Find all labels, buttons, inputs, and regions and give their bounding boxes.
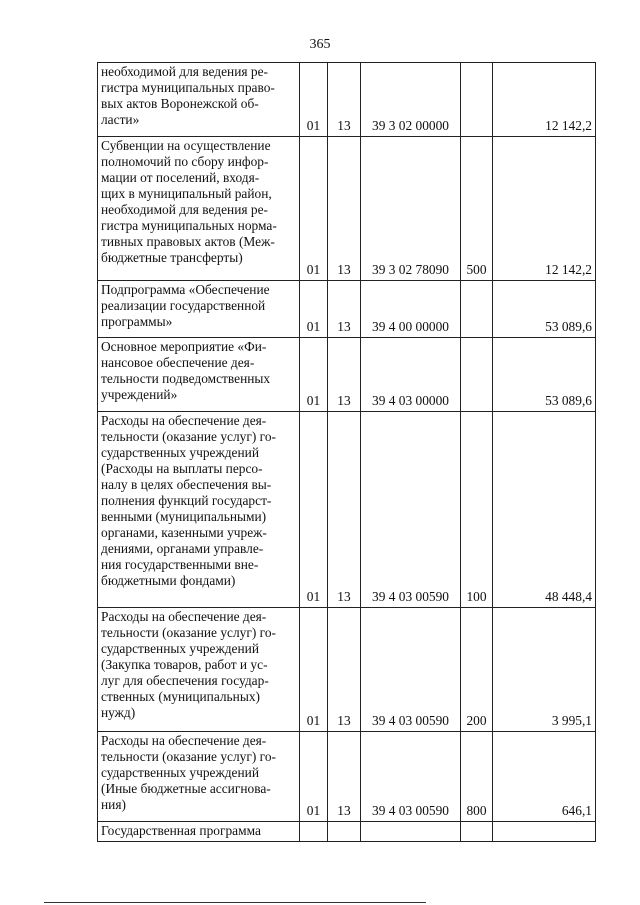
amount: 48 448,4: [493, 412, 596, 608]
table-row: [98, 732, 596, 822]
table-row: [98, 412, 596, 608]
budget-table: [97, 62, 596, 842]
row-name-cell: [98, 608, 300, 732]
expense-type-code: [461, 822, 493, 842]
table-row: [98, 63, 596, 137]
row-name: Расходы на обеспечение дея- тельности (оказание услуг) го- сударственных учреждений (Иные бюджетные ассигнова- ния): [101, 733, 276, 812]
subsection-code: 13: [328, 732, 361, 822]
row-name: Расходы на обеспечение дея- тельности (оказание услуг) го- сударственных учреждений (Закупка товаров, работ и ус- луг для обеспечения государ- ственных (муниципальных) нужд): [101, 609, 276, 720]
section-code: 01: [300, 608, 328, 732]
section-code: 01: [300, 281, 328, 338]
row-name: Основное мероприятие «Фи- нансовое обеспечение дея- тельности подведомственных учреждений»: [101, 339, 271, 402]
row-name: необходимой для ведения ре- гистра муниципальных право- вых актов Воронежской об- ласти»: [101, 64, 275, 127]
footer-divider: [44, 902, 426, 903]
section-code: 01: [300, 732, 328, 822]
target-article-code: 39 4 03 00590: [361, 732, 461, 822]
table-row: [98, 281, 596, 338]
expense-type-code: [461, 63, 493, 137]
table-row: [98, 137, 596, 281]
target-article-code: 39 4 03 00590: [361, 608, 461, 732]
table-row: [98, 822, 596, 842]
row-name: Государственная программа: [101, 823, 261, 838]
expense-type-code: 500: [461, 137, 493, 281]
target-article-code: 39 4 03 00590: [361, 412, 461, 608]
amount: 53 089,6: [493, 338, 596, 412]
amount: [493, 822, 596, 842]
row-name-cell: [98, 732, 300, 822]
subsection-code: 13: [328, 608, 361, 732]
row-name-cell: [98, 412, 300, 608]
amount: 12 142,2: [493, 63, 596, 137]
row-name: Субвенции на осуществление полномочий по сбору инфор- мации от поселений, входя- щих в муниципальный район, необходимой для ведения ре- гистра муниципальных норма- тивных правовых актов (Меж- бюджетные трансферты): [101, 138, 277, 265]
row-name: Подпрограмма «Обеспечение реализации государственной программы»: [101, 282, 270, 329]
target-article-code: 39 4 03 00000: [361, 338, 461, 412]
subsection-code: 13: [328, 412, 361, 608]
row-name-cell: [98, 137, 300, 281]
target-article-code: 39 3 02 78090: [361, 137, 461, 281]
section-code: 01: [300, 137, 328, 281]
expense-type-code: 100: [461, 412, 493, 608]
expense-type-code: [461, 281, 493, 338]
target-article-code: 39 4 00 00000: [361, 281, 461, 338]
section-code: 01: [300, 338, 328, 412]
subsection-code: 13: [328, 281, 361, 338]
table-row: [98, 338, 596, 412]
amount: 646,1: [493, 732, 596, 822]
table-row: [98, 608, 596, 732]
target-article-code: [361, 822, 461, 842]
subsection-code: 13: [328, 338, 361, 412]
amount: 53 089,6: [493, 281, 596, 338]
expense-type-code: 200: [461, 608, 493, 732]
subsection-code: [328, 822, 361, 842]
expense-type-code: 800: [461, 732, 493, 822]
page-number: 365: [309, 37, 331, 52]
row-name-cell: [98, 338, 300, 412]
subsection-code: 13: [328, 63, 361, 137]
expense-type-code: [461, 338, 493, 412]
row-name-cell: [98, 822, 300, 842]
row-name-cell: [98, 63, 300, 137]
row-name: Расходы на обеспечение дея- тельности (оказание услуг) го- сударственных учреждений (Расходы на выплаты персо- налу в целях обеспечения вы- полнения функций государст- венными (муниципальными) органами, казенными учреж- дениями, органами управле- ния государственными вне- бюджетными фондами): [101, 413, 276, 588]
section-code: 01: [300, 63, 328, 137]
amount: 12 142,2: [493, 137, 596, 281]
section-code: 01: [300, 412, 328, 608]
section-code: [300, 822, 328, 842]
subsection-code: 13: [328, 137, 361, 281]
amount: 3 995,1: [493, 608, 596, 732]
target-article-code: 39 3 02 00000: [361, 63, 461, 137]
row-name-cell: [98, 281, 300, 338]
